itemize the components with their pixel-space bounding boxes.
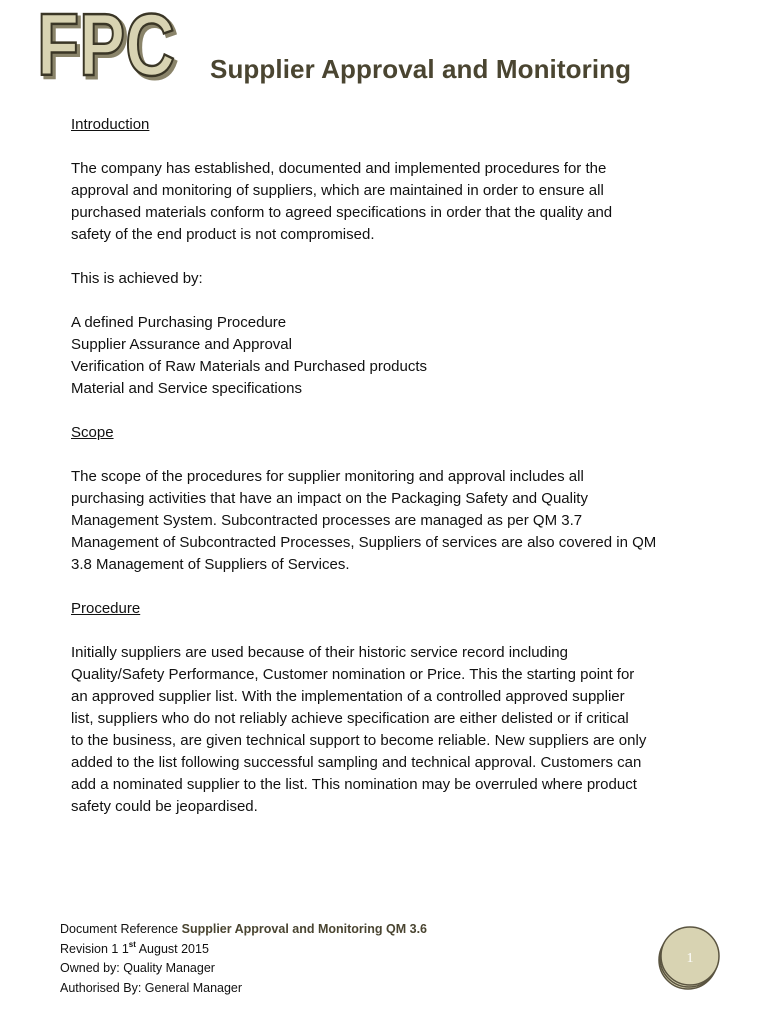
- paragraph-line: added to the list following successful sampling and technical approval. Customers can: [71, 754, 642, 771]
- achieved-by-text: This is achieved by:: [71, 270, 203, 287]
- paragraph-line: Quality/Safety Performance, Customer nomination or Price. This the starting point for: [71, 666, 635, 683]
- list-item: A defined Purchasing Procedure: [71, 314, 287, 331]
- paragraph-line: safety could be jeopardised.: [71, 798, 258, 815]
- paragraph-line: approval and monitoring of suppliers, which are maintained in order to ensure all: [71, 182, 604, 199]
- fpc-logo: [36, 6, 181, 82]
- revision-line: [60, 940, 427, 960]
- paragraph-line: list, suppliers who do not reliably achieve specification are either delisted or if critical: [71, 710, 629, 727]
- paragraph-line: Initially suppliers are used because of their historic service record including: [71, 644, 568, 661]
- introduction-heading: Introduction: [71, 116, 150, 133]
- paragraph-line: The company has established, documented and implemented procedures for the: [71, 160, 607, 177]
- page-title: Supplier Approval and Monitoring: [210, 54, 632, 84]
- paragraph-line: Management of Subcontracted Processes, Suppliers of services are also covered in QM: [71, 534, 657, 551]
- document-reference: [60, 920, 427, 940]
- revision-prefix: Revision 1 1: [60, 941, 129, 956]
- paragraph-line: Management System. Subcontracted processes are managed as per QM 3.7: [71, 512, 583, 529]
- introduction-paragraph: [71, 158, 711, 246]
- paragraph-line: 3.8 Management of Suppliers of Services.: [71, 556, 350, 573]
- paragraph-line: safety of the end product is not compromised.: [71, 226, 375, 243]
- list-item: Verification of Raw Materials and Purchased products: [71, 358, 428, 375]
- procedure-paragraph: [71, 642, 711, 818]
- reference-value: Supplier Approval and Monitoring QM 3.6: [181, 922, 427, 936]
- list-item: Supplier Assurance and Approval: [71, 336, 292, 353]
- paragraph-line: purchasing activities that have an impact on the Packaging Safety and Quality: [71, 490, 588, 507]
- document-body: [71, 114, 711, 818]
- revision-ordinal: st: [128, 939, 136, 949]
- paragraph-line: add a nominated supplier to the list. This nomination may be overruled where product: [71, 776, 637, 793]
- achievement-list: [71, 312, 711, 400]
- paragraph-line: to the business, are given technical support to become reliable. New suppliers are only: [71, 732, 647, 749]
- paragraph-line: The scope of the procedures for supplier monitoring and approval includes all: [71, 468, 584, 485]
- document-footer: [60, 920, 427, 998]
- owned-by: Owned by: Quality Manager: [60, 961, 215, 975]
- list-item: Material and Service specifications: [71, 380, 302, 397]
- authorised-by: Authorised By: General Manager: [60, 980, 243, 995]
- procedure-heading: Procedure: [71, 600, 141, 617]
- scope-heading: Scope: [71, 424, 114, 441]
- revision-date: August 2015: [135, 941, 209, 956]
- reference-label: Document Reference: [60, 922, 179, 936]
- logo-text-shadow: FPC: [40, 6, 178, 82]
- paragraph-line: an approved supplier list. With the implementation of a controlled approved supplier: [71, 688, 625, 705]
- paragraph-line: purchased materials conform to agreed specifications in order that the quality and: [71, 204, 613, 221]
- page-number-badge: [654, 922, 726, 994]
- page-number: 1: [686, 951, 694, 966]
- logo-text: FPC: [37, 6, 175, 82]
- scope-paragraph: [71, 466, 711, 576]
